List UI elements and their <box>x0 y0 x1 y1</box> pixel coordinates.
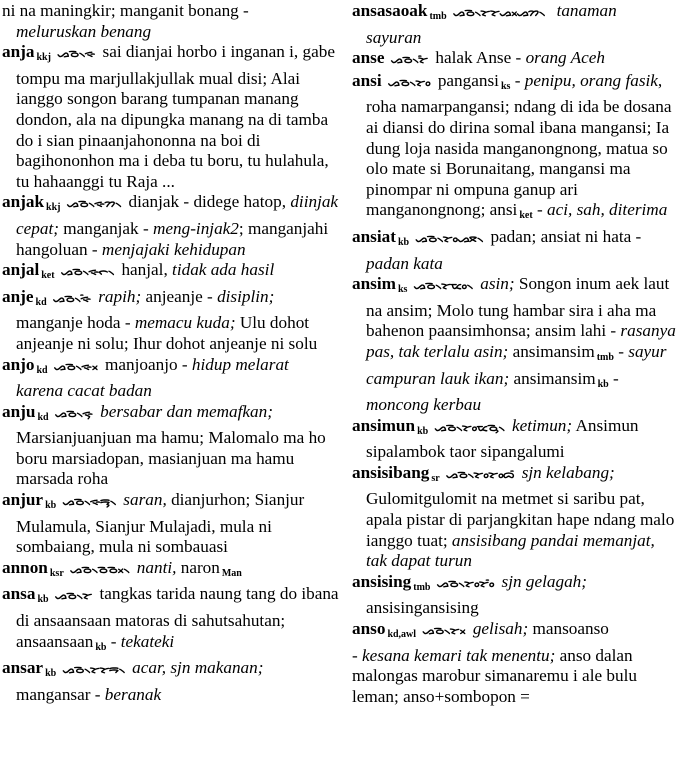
entry-ansiat <box>352 227 676 274</box>
gloss: meng-injak2 <box>152 218 239 238</box>
entry-anjo <box>2 355 340 402</box>
batak-script: ᯀᯉ᯲ᯘᯪᯀᯖ᯲ <box>415 231 483 245</box>
headword: anso <box>352 619 386 639</box>
definition: anso dalan malongas marobur simanaremu i ale bulu leman; anso+sombopon = <box>352 645 637 706</box>
gloss: ansisibang pandai memanjat, tak dapat turun <box>366 530 655 571</box>
word-class-tag: kb <box>417 425 429 437</box>
gloss: gelisah; <box>472 619 529 639</box>
gloss: meluruskan benang <box>16 21 152 41</box>
gloss: hidup melarat karena cacat badan <box>16 354 289 401</box>
word-class-tag: kkj <box>36 52 51 64</box>
gloss: saran, <box>123 490 167 510</box>
entry-ansi <box>352 71 676 227</box>
entry-anjak <box>2 192 340 260</box>
headword: ansiat <box>352 226 396 246</box>
headword: anje <box>2 286 34 306</box>
gloss: menjajaki kehidupan <box>101 239 246 259</box>
definition: halak Anse - <box>435 48 522 68</box>
entry-ansasaoak <box>352 1 676 48</box>
definition: tangkas tarida naung tang do ibana di ansaansaan matoras di sahutsahutan; ansaansaan <box>16 584 339 651</box>
continuation-gloss <box>2 22 340 43</box>
gloss: kesana kemari tak menentu; <box>362 645 556 665</box>
gloss: aci, sah, diterima <box>547 200 668 220</box>
gloss: acar, sjn makanan; <box>132 658 264 678</box>
definition: ansisingansising <box>366 598 479 618</box>
gloss: sjn kelabang; <box>521 462 615 482</box>
definition: - <box>106 631 117 651</box>
entry-anse <box>352 48 676 71</box>
gloss: nanti, <box>136 557 177 577</box>
word-class-tag: kb <box>397 236 410 248</box>
entry-ansisibang <box>352 463 676 572</box>
gloss: disiplin; <box>217 286 275 306</box>
word-class-tag: tmb <box>429 11 447 22</box>
gloss: rapih; <box>98 286 142 306</box>
headword: ansar <box>2 658 44 678</box>
word-class-tag: kb <box>95 641 107 653</box>
entry-annon <box>2 558 340 585</box>
entry-ansa <box>2 584 340 658</box>
gloss: memacu kuda; <box>134 313 236 333</box>
entry-ansim <box>352 274 676 416</box>
gloss: padan kata <box>366 253 443 273</box>
definition: padan; ansiat ni hata - <box>490 226 642 246</box>
batak-script: ᯀᯉ᯲ᯐ <box>56 47 95 61</box>
headword: ansisibang <box>352 462 430 482</box>
gloss: penipu, orang fasik <box>524 70 658 90</box>
word-class-tag: ket <box>519 210 533 222</box>
gloss: beranak <box>104 684 162 704</box>
entry-anso-continued <box>352 646 676 708</box>
definition: , roha namarpangansi; ndang di ida be dosana ai diansi do dirina somal ibana mangansi; Ia dung loja nasida manganongnong, matua so olo mate si Borunaitang, mangansi ma pinompar ni ompuna ganup ari manganongnong; ansi <box>366 70 672 220</box>
definition: dianjak - didege hatop, <box>128 192 287 212</box>
definition: manganje hoda - <box>16 313 131 333</box>
word-class-tag: ks <box>397 284 408 296</box>
batak-script: ᯀᯉ᯲ᯘᯬ <box>422 624 465 638</box>
gloss: moncong kerbau <box>366 395 482 415</box>
headword: ansasaoak <box>352 1 428 20</box>
headword: ansim <box>352 274 396 294</box>
definition: manjoanjo - <box>105 354 188 374</box>
gloss: orang Aceh <box>525 48 605 68</box>
word-class-tag: ket <box>41 270 55 282</box>
word-class-tag: kkj <box>46 202 61 214</box>
entry-ansising <box>352 572 676 619</box>
definition: Ulu dohot anjeanje ni solu; Ihur dohot anjeanje ni solu <box>16 313 318 353</box>
word-class-tag: sr <box>431 472 440 484</box>
batak-script: ᯀᯉ᯲ᯘᯘᯀᯬᯀᯂ᯲ <box>452 6 545 19</box>
batak-script: ᯀᯉ᯲ᯘᯩ <box>390 53 428 67</box>
word-class-tag: kd,awl <box>387 629 417 641</box>
gloss: sjn gelagah; <box>501 571 587 591</box>
gloss: tidak ada hasil <box>172 260 275 280</box>
batak-script: ᯀᯉ᯲ᯐᯮ <box>54 406 93 420</box>
headword: anjur <box>2 490 44 510</box>
headword: anjal <box>2 260 40 280</box>
batak-script: ᯀᯉ᯲ᯘᯪᯘᯪᯅᯰ <box>445 467 514 481</box>
definition: pangansi <box>437 70 499 90</box>
entry-anje <box>2 287 340 355</box>
headword: ansimun <box>352 415 416 435</box>
entry-anso <box>352 619 676 646</box>
definition: sai dianjai horbo i inganan i, gabe tompu ma marjullakjullak mual disi; Alai ianggo songon barang tumpanan manang dondon, ala na dipungka manang na di tamba do i sian pinaanjahononna na boi di bagihononhon ma i deba tu boru, tu hulahula, tu hahaanggi tu Raja ... <box>16 42 335 191</box>
headword: ansa <box>2 584 36 604</box>
headword: anja <box>2 42 35 62</box>
headword: annon <box>2 557 48 577</box>
headword: anse <box>352 48 385 68</box>
gloss: bersabar dan memafkan; <box>100 401 273 421</box>
gloss: asin; <box>480 274 515 294</box>
definition: hanjal, <box>121 260 168 280</box>
gloss: rasanya pas, tak terlalu asin; <box>366 321 676 361</box>
word-class-tag: ks <box>500 80 511 92</box>
batak-script: ᯀᯉ᯲ᯐᯮᯒ᯲ <box>62 495 116 509</box>
batak-script: ᯀᯉ᯲ᯘᯪᯔᯮᯉ᯲ <box>434 420 504 434</box>
word-class-tag: kb <box>597 378 609 390</box>
definition: Marsianjuanjuan ma hamu; Malomalo ma ho boru marsiadopan, masianjuan ma hamu marsada roha <box>16 428 326 489</box>
word-class-tag: tmb <box>596 351 614 363</box>
batak-script: ᯀᯉ᯲ᯘᯪ <box>387 75 430 89</box>
gloss: sayur campuran lauk ikan; <box>366 341 667 388</box>
definition: dianjurhon; Sianjur Mulamula, Sianjur Mulajadi, mula ni sombaiang, mula ni sombauasi <box>16 490 305 557</box>
batak-script: ᯀᯉ᯲ᯐᯂ᯲ <box>66 197 121 211</box>
word-class-tag: kd <box>36 364 48 376</box>
entry-anja <box>2 42 340 192</box>
word-class-tag: kb <box>45 668 57 680</box>
word-class-tag: kd <box>35 296 47 308</box>
word-class-tag: tmb <box>413 581 431 593</box>
definition: mangansar - <box>16 684 101 704</box>
definition: - <box>608 368 619 388</box>
definition: - <box>510 70 521 90</box>
right-column <box>340 0 676 768</box>
definition: - <box>613 341 624 361</box>
batak-script: ᯀᯉ᯲ᯘ <box>54 589 92 603</box>
definition: naron <box>180 557 220 577</box>
headword: anju <box>2 401 36 421</box>
continuation-entry <box>2 1 340 22</box>
entry-anjal <box>2 260 340 287</box>
word-class-tag: kb <box>45 500 57 512</box>
batak-script: ᯀᯉ᯲ᯘᯘᯒ᯲ <box>62 663 125 677</box>
definition: - <box>352 645 363 665</box>
word-class-tag: kb <box>37 594 49 606</box>
batak-script: ᯀᯉ᯲ᯐᯩ <box>52 291 91 305</box>
definition: Ansimun sipalambok taor sipangalumi <box>366 415 639 462</box>
gloss: tanaman sayuran <box>366 1 617 47</box>
definition: anjeanje - <box>145 286 213 306</box>
definition: Gulomitgulomit na metmet si saribu pat, apala pistar di parjangkitan hape ndang malo ianggo tuat; <box>366 489 675 550</box>
definition: ansimansim <box>512 341 595 361</box>
definition: manganjak - <box>63 218 149 238</box>
batak-script: ᯀᯉ᯲ᯘᯪᯔ᯲ <box>413 279 473 293</box>
headword: ansi <box>352 70 382 90</box>
definition: ansimansim <box>513 368 596 388</box>
text: ni na maningkir; manganit bonang - <box>2 1 249 20</box>
definition: mansoanso <box>532 619 609 639</box>
definition: ; manganjahi hangoluan - <box>16 218 329 259</box>
headword: anjo <box>2 354 35 374</box>
gloss: ketimun; <box>511 415 573 435</box>
entry-anju <box>2 402 340 490</box>
headword: anjak <box>2 192 45 212</box>
batak-script: ᯀᯉ᯲ᯘᯪᯘᯪᯰ <box>436 576 494 590</box>
entry-ansar <box>2 658 340 705</box>
entry-ansimun <box>352 416 676 463</box>
word-class-tag: kd <box>37 411 49 423</box>
definition: Songon inum aek laut na ansim; Molo tung hambar sira i aha ma bahenon paansimhonsa; ansim lahi - <box>366 274 670 341</box>
batak-script: ᯀᯉ᯲ᯐᯬ <box>53 359 98 373</box>
entry-anjur <box>2 490 340 558</box>
definition: - <box>532 200 543 220</box>
dialect-tag: Man <box>221 567 242 579</box>
word-class-tag: ksr <box>49 567 64 579</box>
gloss: diinjak cepat; <box>16 192 339 238</box>
gloss: tekateki <box>120 631 175 651</box>
batak-script: ᯀᯉ᯲ᯉᯬᯉ᯲ <box>69 562 129 576</box>
headword: ansising <box>352 571 412 591</box>
batak-script: ᯀᯉ᯲ᯐᯞ᯲ <box>60 265 114 279</box>
